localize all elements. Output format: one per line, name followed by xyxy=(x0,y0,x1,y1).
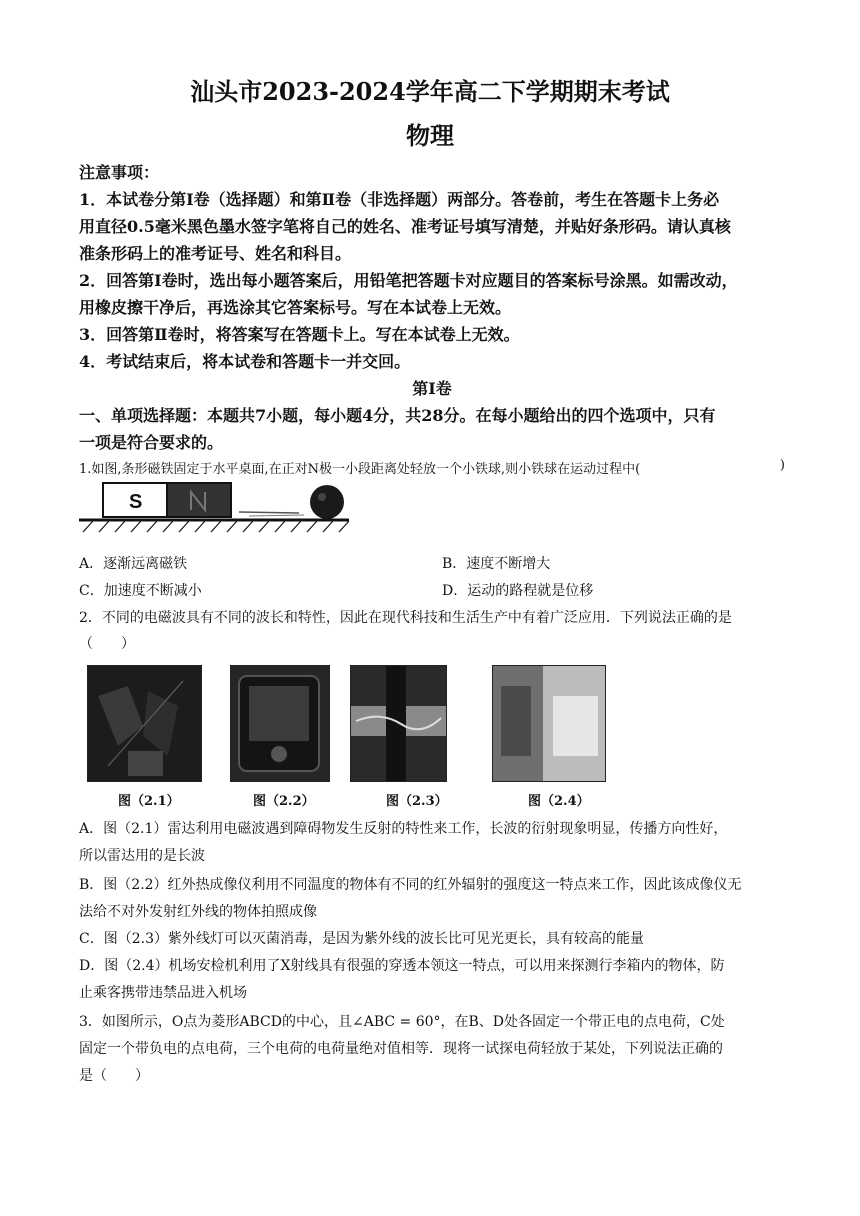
q2-stem: 2．不同的电磁波具有不同的波长和特性，因此在现代科技和生活生产中有着广泛应用．下列说法正确的是 xyxy=(79,610,732,626)
q1-stem-text: 1.如图,条形磁铁固定于水平桌面,在正对N极一小段距离处轻放一个小铁球,则小铁球在运动过程中( xyxy=(79,462,641,477)
caption-2-4: 图（2.4） xyxy=(528,794,590,809)
notice-line-3: 准条形码上的准考证号、姓名和科目。 xyxy=(79,244,352,263)
q2-option-d-line-1: D．图（2.4）机场安检机利用了X射线具有很强的穿透本领这一特点，可以用来探测行李箱内的物体，防 xyxy=(79,958,725,974)
q2-option-a-line-1: A．图（2.1）雷达利用电磁波遇到障碍物发生反射的特性来工作，长波的衍射现象明显，传播方向性好， xyxy=(79,821,728,837)
q1-option-d: D．运动的路程就是位移 xyxy=(442,583,594,599)
notice-line-6: 3．回答第Ⅱ卷时，将答案写在答题卡上。写在本试卷上无效。 xyxy=(79,325,520,344)
magnet-s-label: S xyxy=(129,491,143,513)
caption-2-3: 图（2.3） xyxy=(386,794,448,809)
q2-option-c: C．图（2.3）紫外线灯可以灭菌消毒，是因为紫外线的波长比可见光更长，具有较高的能量 xyxy=(79,931,644,947)
q1-option-a: A．逐渐远离磁铁 xyxy=(79,556,188,572)
q3-line-2: 固定一个带负电的点电荷，三个电荷的电荷量绝对值相等．现将一试探电荷轻放于某处，下列说法正确的 xyxy=(79,1041,723,1057)
q1-magnet-figure xyxy=(79,480,359,540)
q1-option-b: B．速度不断增大 xyxy=(442,556,551,572)
q3-line-3: 是（ ） xyxy=(79,1068,149,1084)
q2-paren: （ ） xyxy=(79,636,135,652)
caption-2-1: 图（2.1） xyxy=(118,794,180,809)
section-heading-1: 一、单项选择题：本题共7小题，每小题4分，共28分。在每小题给出的四个选项中，只有 xyxy=(79,406,716,425)
notice-line-4: 2．回答第Ⅰ卷时，选出每小题答案后，用铅笔把答题卡对应题目的答案标号涂黑。如需改动， xyxy=(79,271,738,290)
q2-option-d-line-2: 止乘客携带违禁品进入机场 xyxy=(79,985,247,1001)
magnet-n-pole xyxy=(167,483,231,517)
notice-heading: 注意事项： xyxy=(79,163,160,182)
q2-option-a-line-2: 所以雷达用的是长波 xyxy=(79,848,205,864)
photo-uv-lamp xyxy=(350,665,447,782)
notice-line-7: 4．考试结束后，将本试卷和答题卡一并交回。 xyxy=(79,352,411,371)
iron-ball xyxy=(310,485,344,519)
q1-paren-close: ) xyxy=(779,458,785,473)
q1-stem xyxy=(79,458,785,477)
volume-label: 第Ⅰ卷 xyxy=(412,379,452,398)
q2-option-b-line-2: 法给不对外发射红外线的物体拍照成像 xyxy=(79,904,317,920)
photo-radar xyxy=(87,665,202,782)
table-hatch xyxy=(83,521,349,532)
q3-line-1: 3．如图所示，O点为菱形ABCD的中心，且∠ABC = 60°，在B、D处各固定一个带正电的点电荷，C处 xyxy=(79,1014,725,1030)
caption-2-2: 图（2.2） xyxy=(253,794,315,809)
subject-title: 物理 xyxy=(406,121,454,150)
notice-line-1: 1．本试卷分第Ⅰ卷（选择题）和第Ⅱ卷（非选择题）两部分。答卷前，考生在答题卡上务必 xyxy=(79,190,720,209)
q1-option-c: C．加速度不断减小 xyxy=(79,583,202,599)
section-heading-2: 一项是符合要求的。 xyxy=(79,433,224,452)
q2-option-b-line-1: B．图（2.2）红外热成像仪利用不同温度的物体有不同的红外辐射的强度这一特点来工作，因此该成像仪无 xyxy=(79,877,742,893)
exam-title: 汕头市2023-2024学年高二下学期期末考试 xyxy=(190,77,670,106)
notice-line-5: 用橡皮擦干净后，再选涂其它答案标号。写在本试卷上无效。 xyxy=(79,298,512,317)
photo-thermal-imager xyxy=(230,665,330,782)
photo-xray-scanner xyxy=(492,665,606,782)
notice-line-2: 用直径0.5毫米黑色墨水签字笔将自己的姓名、准考证号填写清楚，并贴好条形码。请认真核 xyxy=(79,217,731,236)
